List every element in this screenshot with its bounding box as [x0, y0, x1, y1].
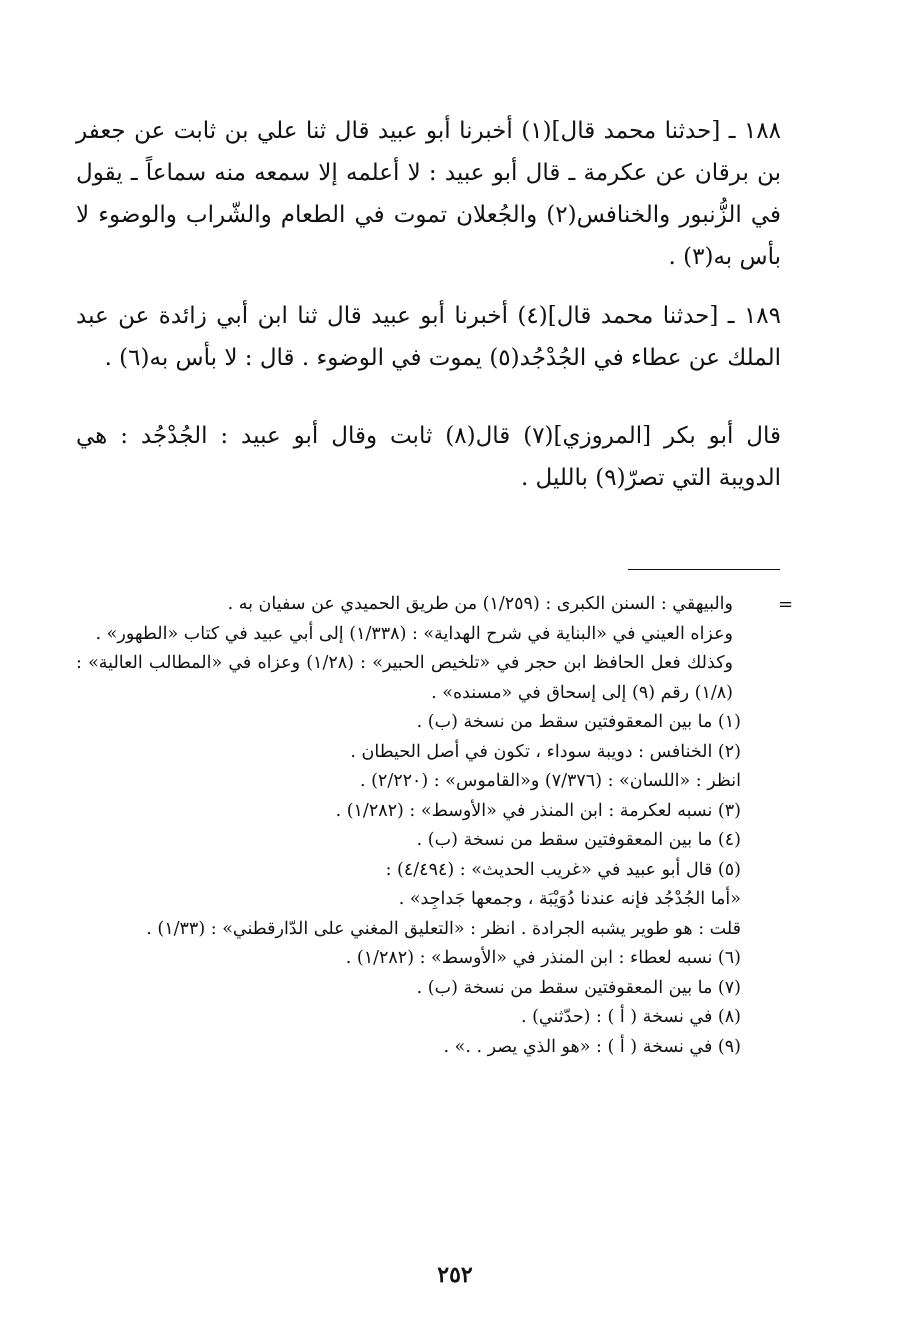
footnote-5: (٥) قال أبو عبيد في «غريب الحديث» : (٤/٤٩٤) : [385, 859, 741, 880]
footnote-continued-line: وكذلك فعل الحافظ ابن حجر في «تلخيص الحبير» : (١/٢٨) وعزاه في «المطالب العالية» : (١/٨) رقم (٩) إلى إسحاق في «مسنده» . [76, 653, 733, 703]
continuation-mark: = [778, 594, 794, 615]
footnote-2: (٢) الخنافس : دويبة سوداء ، تكون في أصل الحيطان . [350, 741, 741, 762]
footnote-7: (٧) ما بين المعقوفتين سقط من نسخة (ب) . [416, 977, 741, 998]
footnote-5-note: قلت : هو طوير يشبه الجرادة . انظر : «التعليق المغني على الدّارقطني» : (١/٣٣) . [146, 918, 741, 939]
footnote-3: (٣) نسبه لعكرمة : ابن المنذر في «الأوسط» : (١/٢٨٢) . [335, 800, 741, 821]
footnotes [76, 590, 781, 1062]
footnote-2-ref: انظر : «اللسان» : (٧/٣٧٦) و«القاموس» : (٢/٢٢٠) . [359, 771, 741, 791]
hadith-189 [76, 295, 781, 379]
footnote-9: (٩) في نسخة ( أ ) : «هو الذي يصر . .» . [443, 1036, 741, 1057]
footnote-separator [628, 569, 780, 570]
footnote-5-quote: «أما الجُدْجُد فإنه عندنا دُوَيْبَة ، وجمعها جَداجِد» . [398, 889, 741, 909]
footnote-6: (٦) نسبه لعطاء : ابن المنذر في «الأوسط» : (١/٢٨٢) . [345, 948, 741, 968]
footnote-continued-line: وعزاه العيني في «البناية في شرح الهداية» : (١/٣٣٨) إلى أبي عبيد في كتاب «الطهور» . [95, 623, 733, 644]
paragraph-text: ١٨٩ ـ [حدثنا محمد قال](٤) أخبرنا أبو عبيد قال ثنا ابن أبي زائدة عن عبد الملك عن عطاء في الجُدْجُد(٥) يموت في الوضوء . قال : لا بأس به(٦) . [76, 303, 781, 371]
footnote-4: (٤) ما بين المعقوفتين سقط من نسخة (ب) . [416, 830, 741, 850]
footnote-continued-line: والبيهقي : السنن الكبرى : (١/٢٥٩) من طريق الحميدي عن سفيان به . [227, 594, 733, 614]
footnote-1: (١) ما بين المعقوفتين سقط من نسخة (ب) . [416, 712, 741, 732]
paragraph-text: ١٨٨ ـ [حدثنا محمد قال](١) أخبرنا أبو عبيد قال ثنا علي بن ثابت عن جعفر بن برقان عن عكرمة ـ قال أبو عبيد : لا أعلمه إلا سمعه منه سماعاً ـ يقول في الزُّنبور والخنافس(٢) والجُعلان تموت في الطعام والشّراب والوضوء لا بأس به(٣) . [76, 118, 781, 270]
hadith-188 [76, 110, 781, 278]
paragraph-text: قال أبو بكر [المروزي](٧) قال(٨) ثابت وقال أبو عبيد : الجُدْجُد : هي الدويبة التي تصرّ(٩) بالليل . [76, 423, 781, 491]
page-number: ٢٥٢ [437, 1262, 473, 1288]
footnote-8: (٨) في نسخة ( أ ) : (حدّثني) . [520, 1007, 741, 1027]
commentary-paragraph [76, 415, 781, 499]
